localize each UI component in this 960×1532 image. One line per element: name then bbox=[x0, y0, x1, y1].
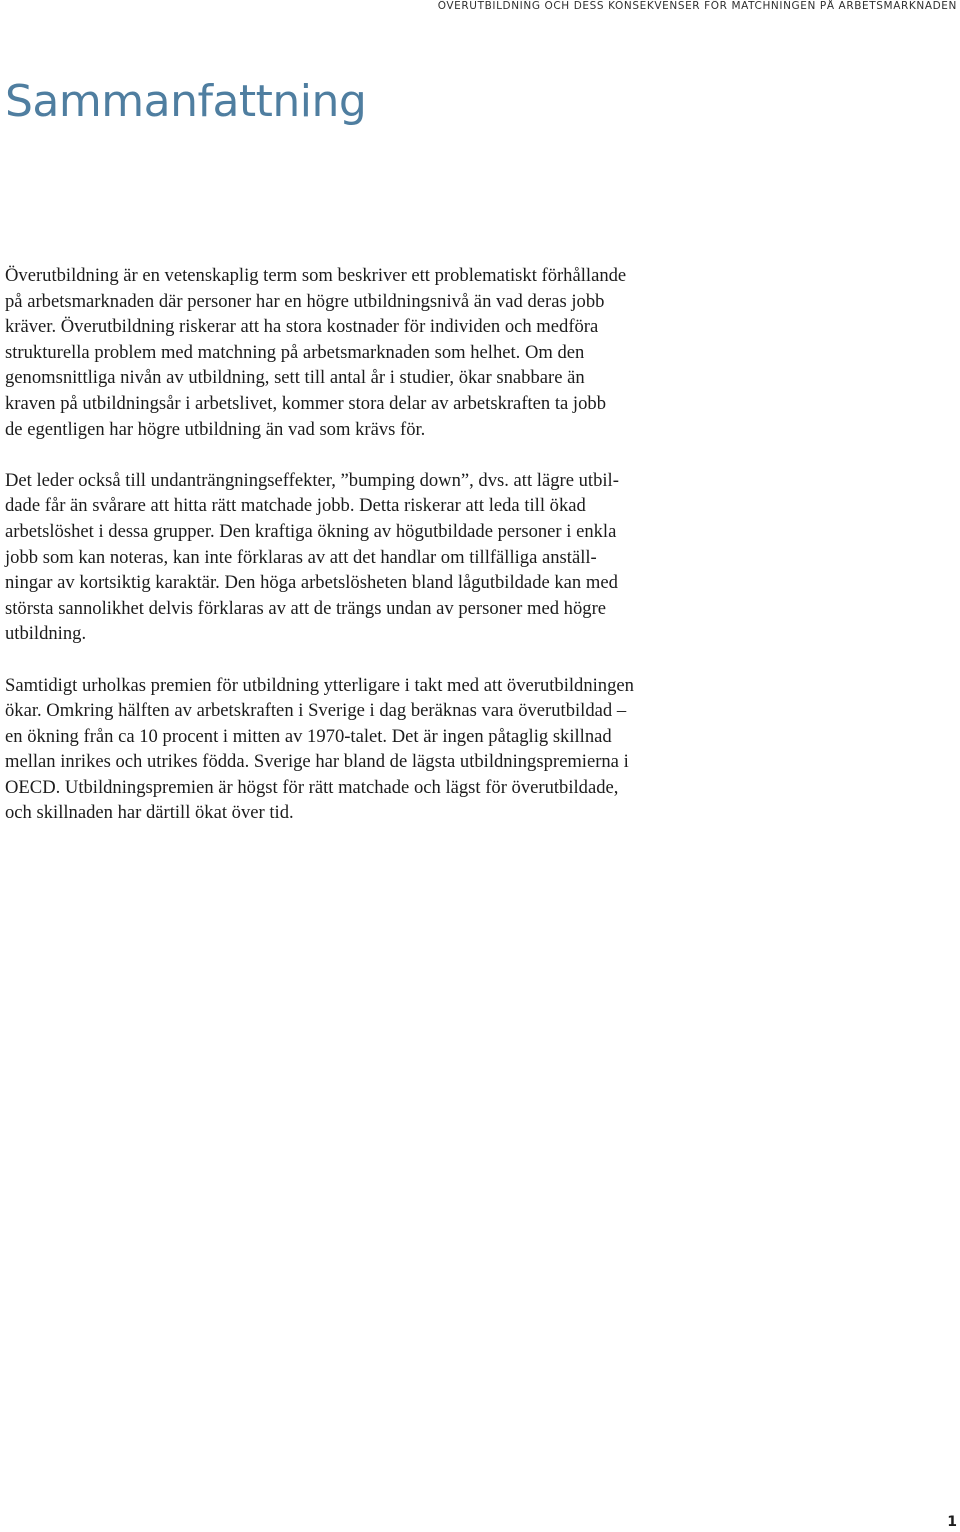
text-line: OECD. Utbildningspremien är högst för rätt matchade och lägst för överutbildade, bbox=[5, 776, 619, 798]
text-line: de egentligen har högre utbildning än vad som krävs för. bbox=[5, 418, 426, 440]
text-line: utbildning. bbox=[5, 623, 87, 645]
text-line: en ökning från ca 10 procent i mitten av 1970-talet. Det är ingen påtaglig skillnad bbox=[5, 725, 612, 747]
text-line: på arbetsmarknaden där personer har en högre utbildningsnivå än vad deras jobb bbox=[5, 290, 605, 312]
text-line: kräver. Överutbildning riskerar att ha stora kostnader för individen och medföra bbox=[5, 316, 599, 338]
paragraph-2 bbox=[5, 468, 735, 647]
text-line: dade får än svårare att hitta rätt matchade jobb. Detta riskerar att leda till ökad bbox=[5, 495, 586, 517]
text-line: arbetslöshet i dessa grupper. Den kraftiga ökning av högutbildade personer i enkla bbox=[5, 520, 617, 542]
paragraph-3 bbox=[5, 673, 735, 827]
text-line: ökar. Omkring hälften av arbetskraften i Sverige i dag beräknas vara överutbildad – bbox=[5, 700, 627, 722]
text-line: Överutbildning är en vetenskaplig term som beskriver ett problematiskt förhållande bbox=[5, 265, 627, 286]
text-line: Det leder också till undanträngningseffekter, ”bumping down”, dvs. att lägre utbil- bbox=[5, 469, 619, 491]
text-line: jobb som kan noteras, kan inte förklaras av att det handlar om tillfälliga anställ- bbox=[5, 546, 597, 568]
paragraph-1 bbox=[5, 263, 735, 442]
page-title: Sammanfattning bbox=[5, 76, 367, 127]
text-line: ningar av kortsiktig karaktär. Den höga arbetslösheten bland lågutbildade kan med bbox=[5, 572, 618, 594]
running-header: ÖVERUTBILDNING OCH DESS KONSEKVENSER FÖR MATCHNINGEN PÅ ARBETSMARKNADEN bbox=[437, 0, 957, 12]
text-line: mellan inrikes och utrikes födda. Sverige har bland de lägsta utbildningspremierna i bbox=[5, 751, 629, 773]
text-line: Samtidigt urholkas premien för utbildning ytterligare i takt med att överutbildningen bbox=[5, 674, 634, 696]
text-line: kraven på utbildningsår i arbetslivet, kommer stora delar av arbetskraften ta jobb bbox=[5, 392, 606, 414]
text-line: största sannolikhet delvis förklaras av att de trängs undan av personer med högre bbox=[5, 597, 607, 619]
text-line: genomsnittliga nivån av utbildning, sett till antal år i studier, ökar snabbare än bbox=[5, 367, 585, 389]
text-line: strukturella problem med matchning på arbetsmarknaden som helhet. Om den bbox=[5, 341, 585, 363]
text-line: och skillnaden har därtill ökat över tid. bbox=[5, 802, 294, 824]
summary-body bbox=[5, 263, 735, 852]
page-number: 1 bbox=[947, 1514, 957, 1530]
